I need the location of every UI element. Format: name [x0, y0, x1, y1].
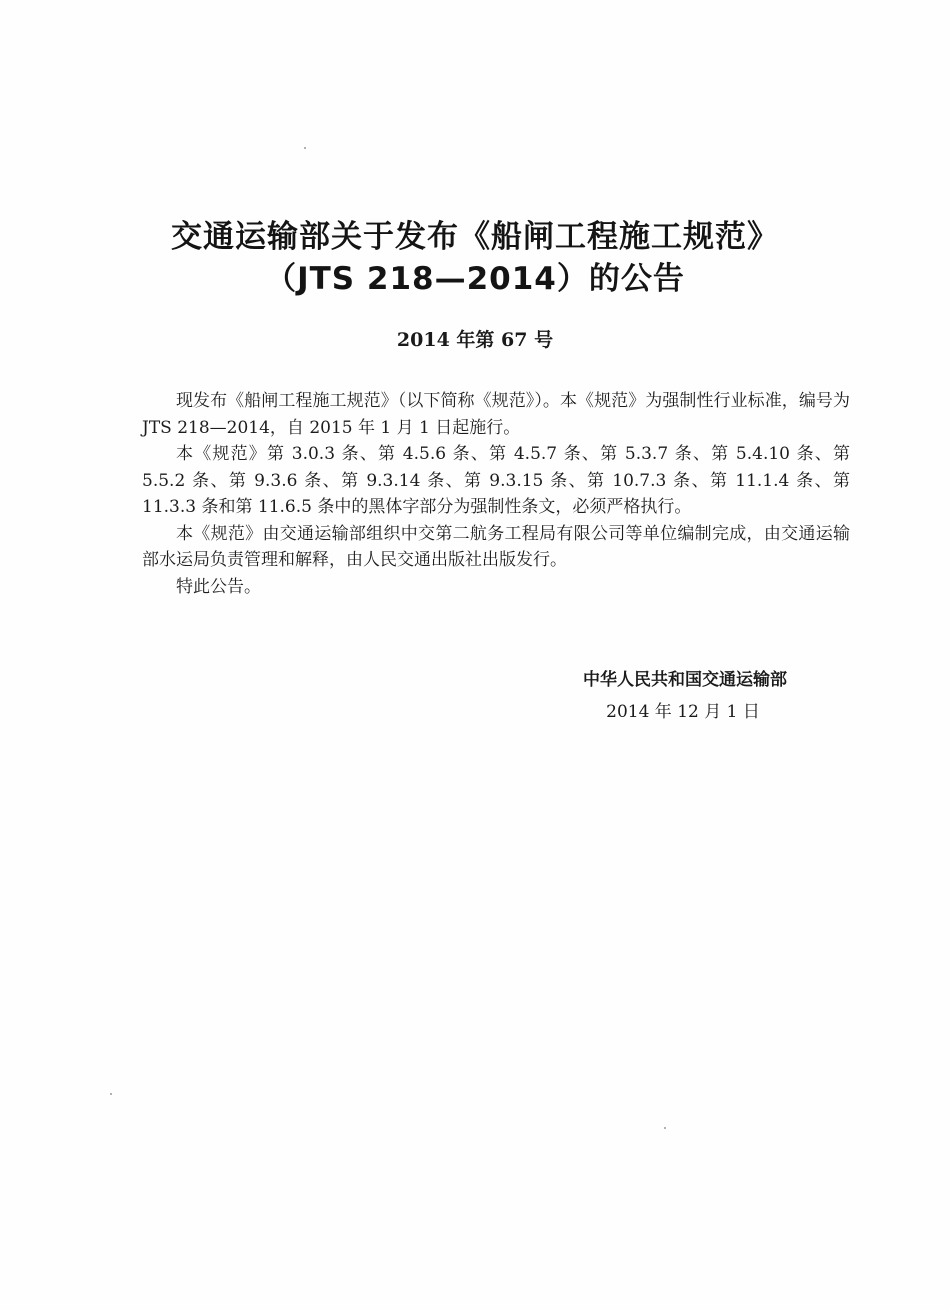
- paragraph-mandatory-clauses: 本《规范》第 3.0.3 条、第 4.5.6 条、第 4.5.7 条、第 5.3.7 条、第 5.4.10 条、第 5.5.2 条、第 9.3.6 条、第 9.3.14 条、第 9.3.15 条、第 10.7.3 条、第 11.1.4 条、第 11.3.3 条和第 11.6.5 条中的黑体字部分为强制性条文，必须严格执行。: [142, 444, 850, 517]
- scan-speck: [304, 147, 306, 149]
- announcement-title-line1: 交通运输部关于发布《船闸工程施工规范》: [171, 219, 779, 255]
- signature-date: 2014 年 12 月 1 日: [606, 702, 760, 722]
- signer-organization: 中华人民共和国交通运输部: [583, 670, 787, 690]
- scan-speck: [664, 1127, 666, 1129]
- paragraph-closing: 特此公告。: [176, 576, 261, 597]
- announcement-number: 2014 年第 67 号: [396, 329, 554, 351]
- announcement-title-line2: （JTS 218—2014）的公告: [265, 261, 685, 297]
- announcement-body: [142, 388, 850, 600]
- paragraph-responsibility: 本《规范》由交通运输部组织中交第二航务工程局有限公司等单位编制完成，由交通运输部水运局负责管理和解释，由人民交通出版社出版发行。: [142, 523, 850, 570]
- scan-speck: [110, 1093, 112, 1095]
- paragraph-release: 现发布《船闸工程施工规范》（以下简称《规范》）。本《规范》为强制性行业标准，编号为 JTS 218—2014，自 2015 年 1 月 1 日起施行。: [142, 391, 850, 438]
